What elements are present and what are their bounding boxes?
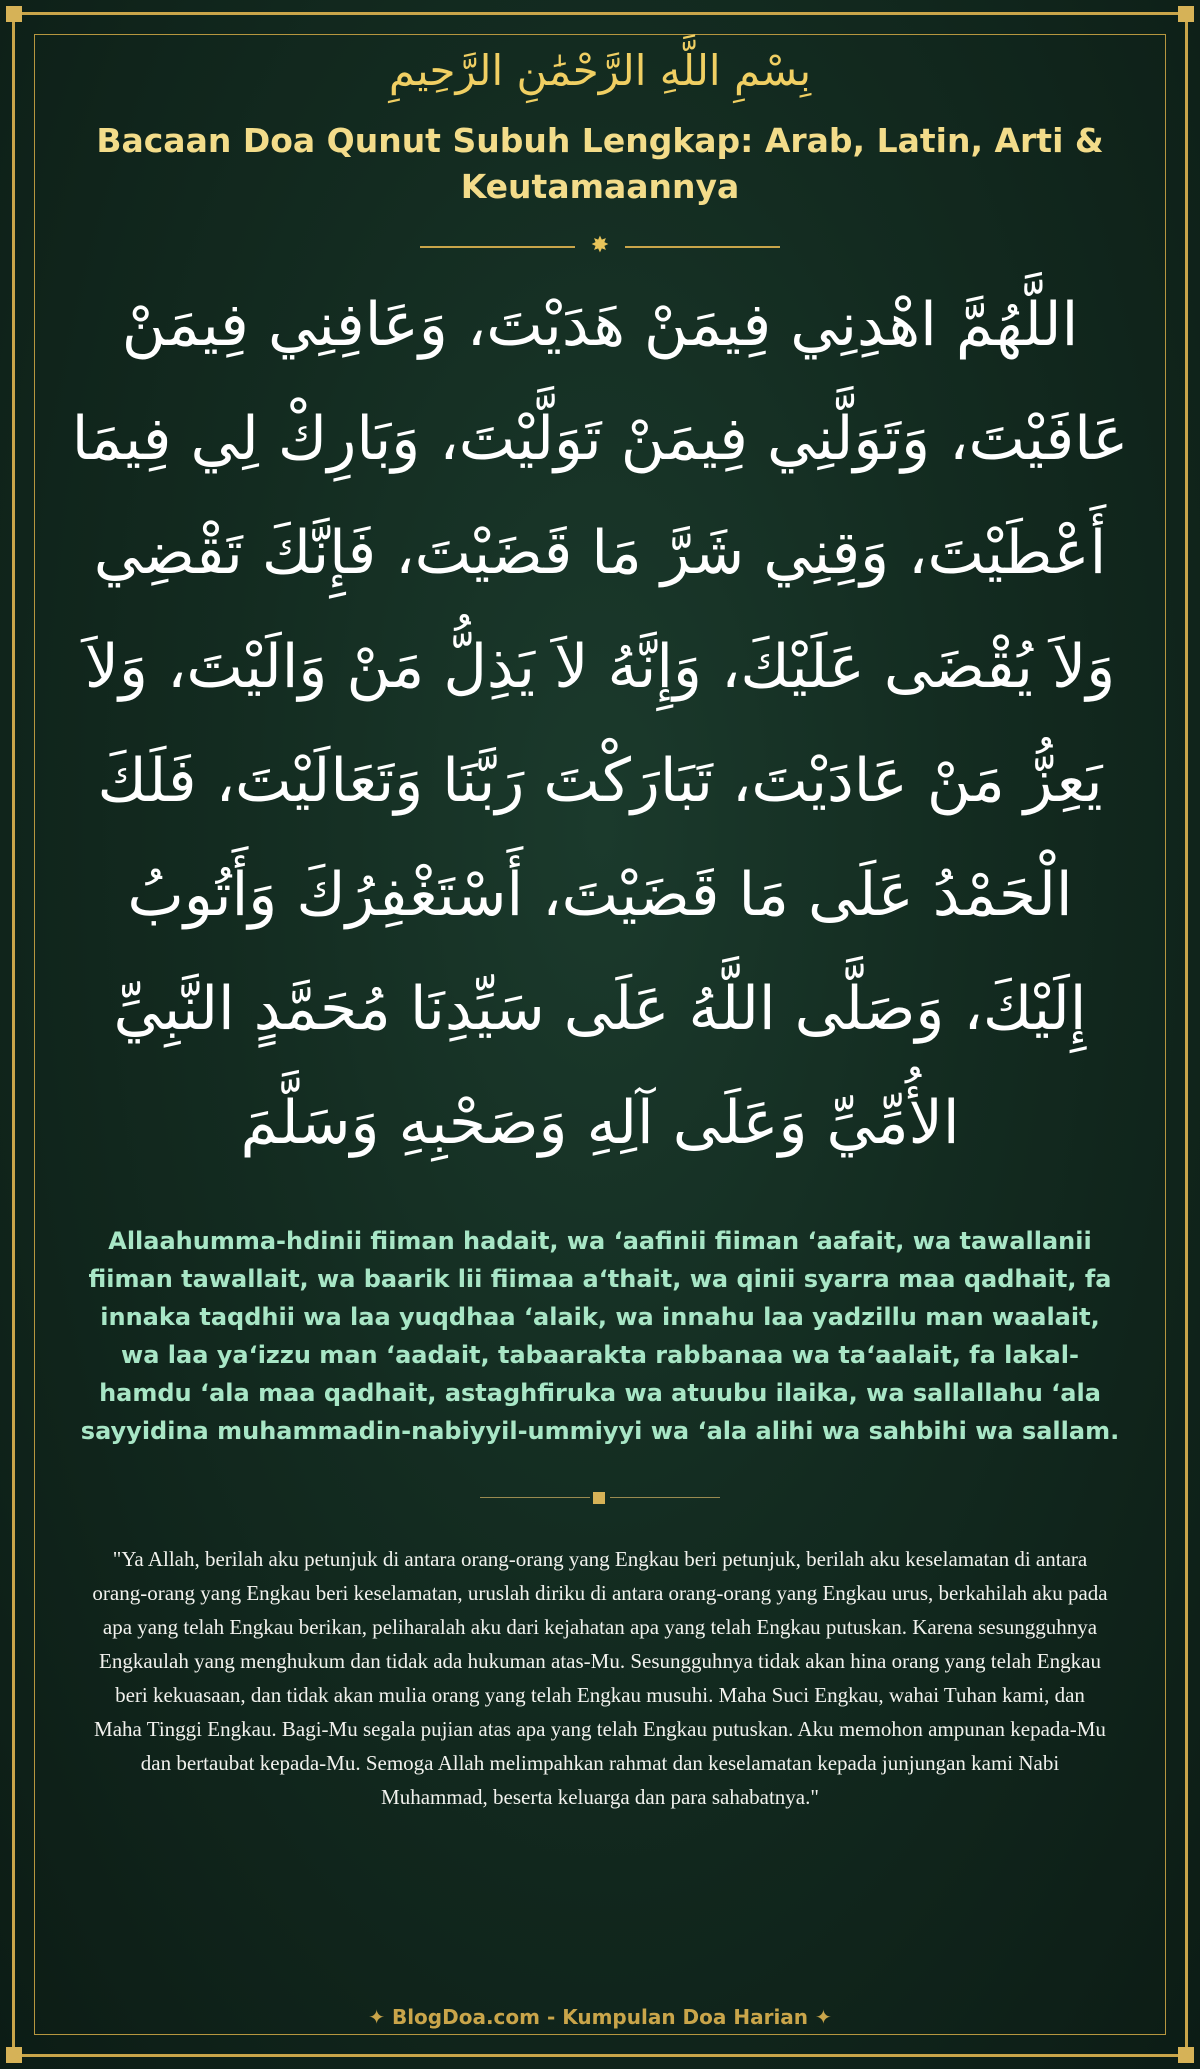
corner-ornament-top-left (6, 6, 22, 22)
divider-line-right (625, 246, 780, 248)
corner-ornament-bottom-left (6, 2047, 22, 2063)
arabic-doa-text: اللَّهُمَّ اهْدِنِي فِيمَنْ هَدَيْتَ، وَعَافِنِي فِيمَنْ عَافَيْتَ، وَتَوَلَّنِي فِيمَنْ تَوَلَّيْتَ، وَبَارِكْ لِي فِيمَا أَعْطَيْتَ، وَقِنِي شَرَّ مَا قَضَيْتَ، فَإِنَّكَ تَقْضِي وَلاَ يُقْضَى عَلَيْكَ، وَإِنَّهُ لاَ يَذِلُّ مَنْ وَالَيْتَ، وَلاَ يَعِزُّ مَنْ عَادَيْتَ، تَبَارَكْتَ رَبَّنَا وَتَعَالَيْتَ، فَلَكَ الْحَمْدُ عَلَى مَا قَضَيْتَ، أَسْتَغْفِرُكَ وَأَتُوبُ إِلَيْكَ، وَصَلَّى اللَّهُ عَلَى سَيِّدِنَا مُحَمَّدٍ النَّبِيِّ الأُمِّيِّ وَعَلَى آلِهِ وَصَحْبِهِ وَسَلَّمَ (71, 290, 1129, 1158)
latin-transliteration: Allaahumma-hdinii fiiman hadait, wa ‘aafinii fiiman ‘aafait, wa tawallanii fiiman tawallait, wa baarik lii fiimaa a‘thait, wa qinii syarra maa qadhait, fa innaka taqdhii wa laa yuqdhaa ‘alaik, wa innahu laa yadzillu man waalait, wa laa ya‘izzu man ‘aadait, tabaarakta rabbanaa wa ta‘aalait, fa lakal-hamdu ‘ala maa qadhait, astaghfiruka wa atuubu ilaika, wa sallallahu ‘ala sayyidina muhammadin-nabiyyil-ummiyyi wa ‘ala alihi wa sahbihi wa sallam. (80, 1227, 1120, 1445)
indonesian-translation: "Ya Allah, berilah aku petunjuk di antara orang-orang yang Engkau beri petunjuk, berilah aku keselamatan di antara orang-orang yang Engkau beri keselamatan, uruslah diriku di antara orang-orang yang Engkau urus, berkahilah aku pada apa yang telah Engkau berikan, peliharalah aku dari kejahatan apa yang telah Engkau putuskan. Karena sesungguhnya Engkaulah yang menghukum dan tidak ada hukuman atas-Mu. Sesungguhnya tidak akan hina orang yang telah Engkau beri kekuasaan, dan tidak akan mulia orang yang telah Engkau musuhi. Maha Suci Engkau, wahai Tuhan kami, dan Maha Tinggi Engkau. Bagi-Mu segala pujian atas apa yang telah Engkau putuskan. Aku memohon ampunan kepada-Mu dan bertaubat kepada-Mu. Semoga Allah melimpahkan rahmat dan keselamatan kepada junjungan kami Nabi Muhammad, beserta keluarga dan para sahabatnya." (92, 1547, 1108, 1809)
ornamental-divider-top (420, 233, 780, 258)
square-ornament-icon (593, 1492, 605, 1504)
divider-line-left (480, 1497, 590, 1498)
page-title: Bacaan Doa Qunut Subuh Lengkap: Arab, Latin, Arti & Keutamaannya (96, 121, 1104, 206)
bismillah-heading: بِسْمِ اللَّهِ الرَّحْمَٰنِ الرَّحِيمِ (388, 46, 812, 95)
eight-point-star-icon: ✸ (590, 233, 610, 258)
corner-ornament-bottom-right (1178, 2047, 1194, 2063)
divider-line-left (420, 246, 575, 248)
corner-ornament-top-right (1178, 6, 1194, 22)
footer-credit: ✦ BlogDoa.com - Kumpulan Doa Harian ✦ (368, 2005, 832, 2029)
ornamental-divider-middle (480, 1490, 720, 1506)
divider-line-right (610, 1497, 720, 1498)
